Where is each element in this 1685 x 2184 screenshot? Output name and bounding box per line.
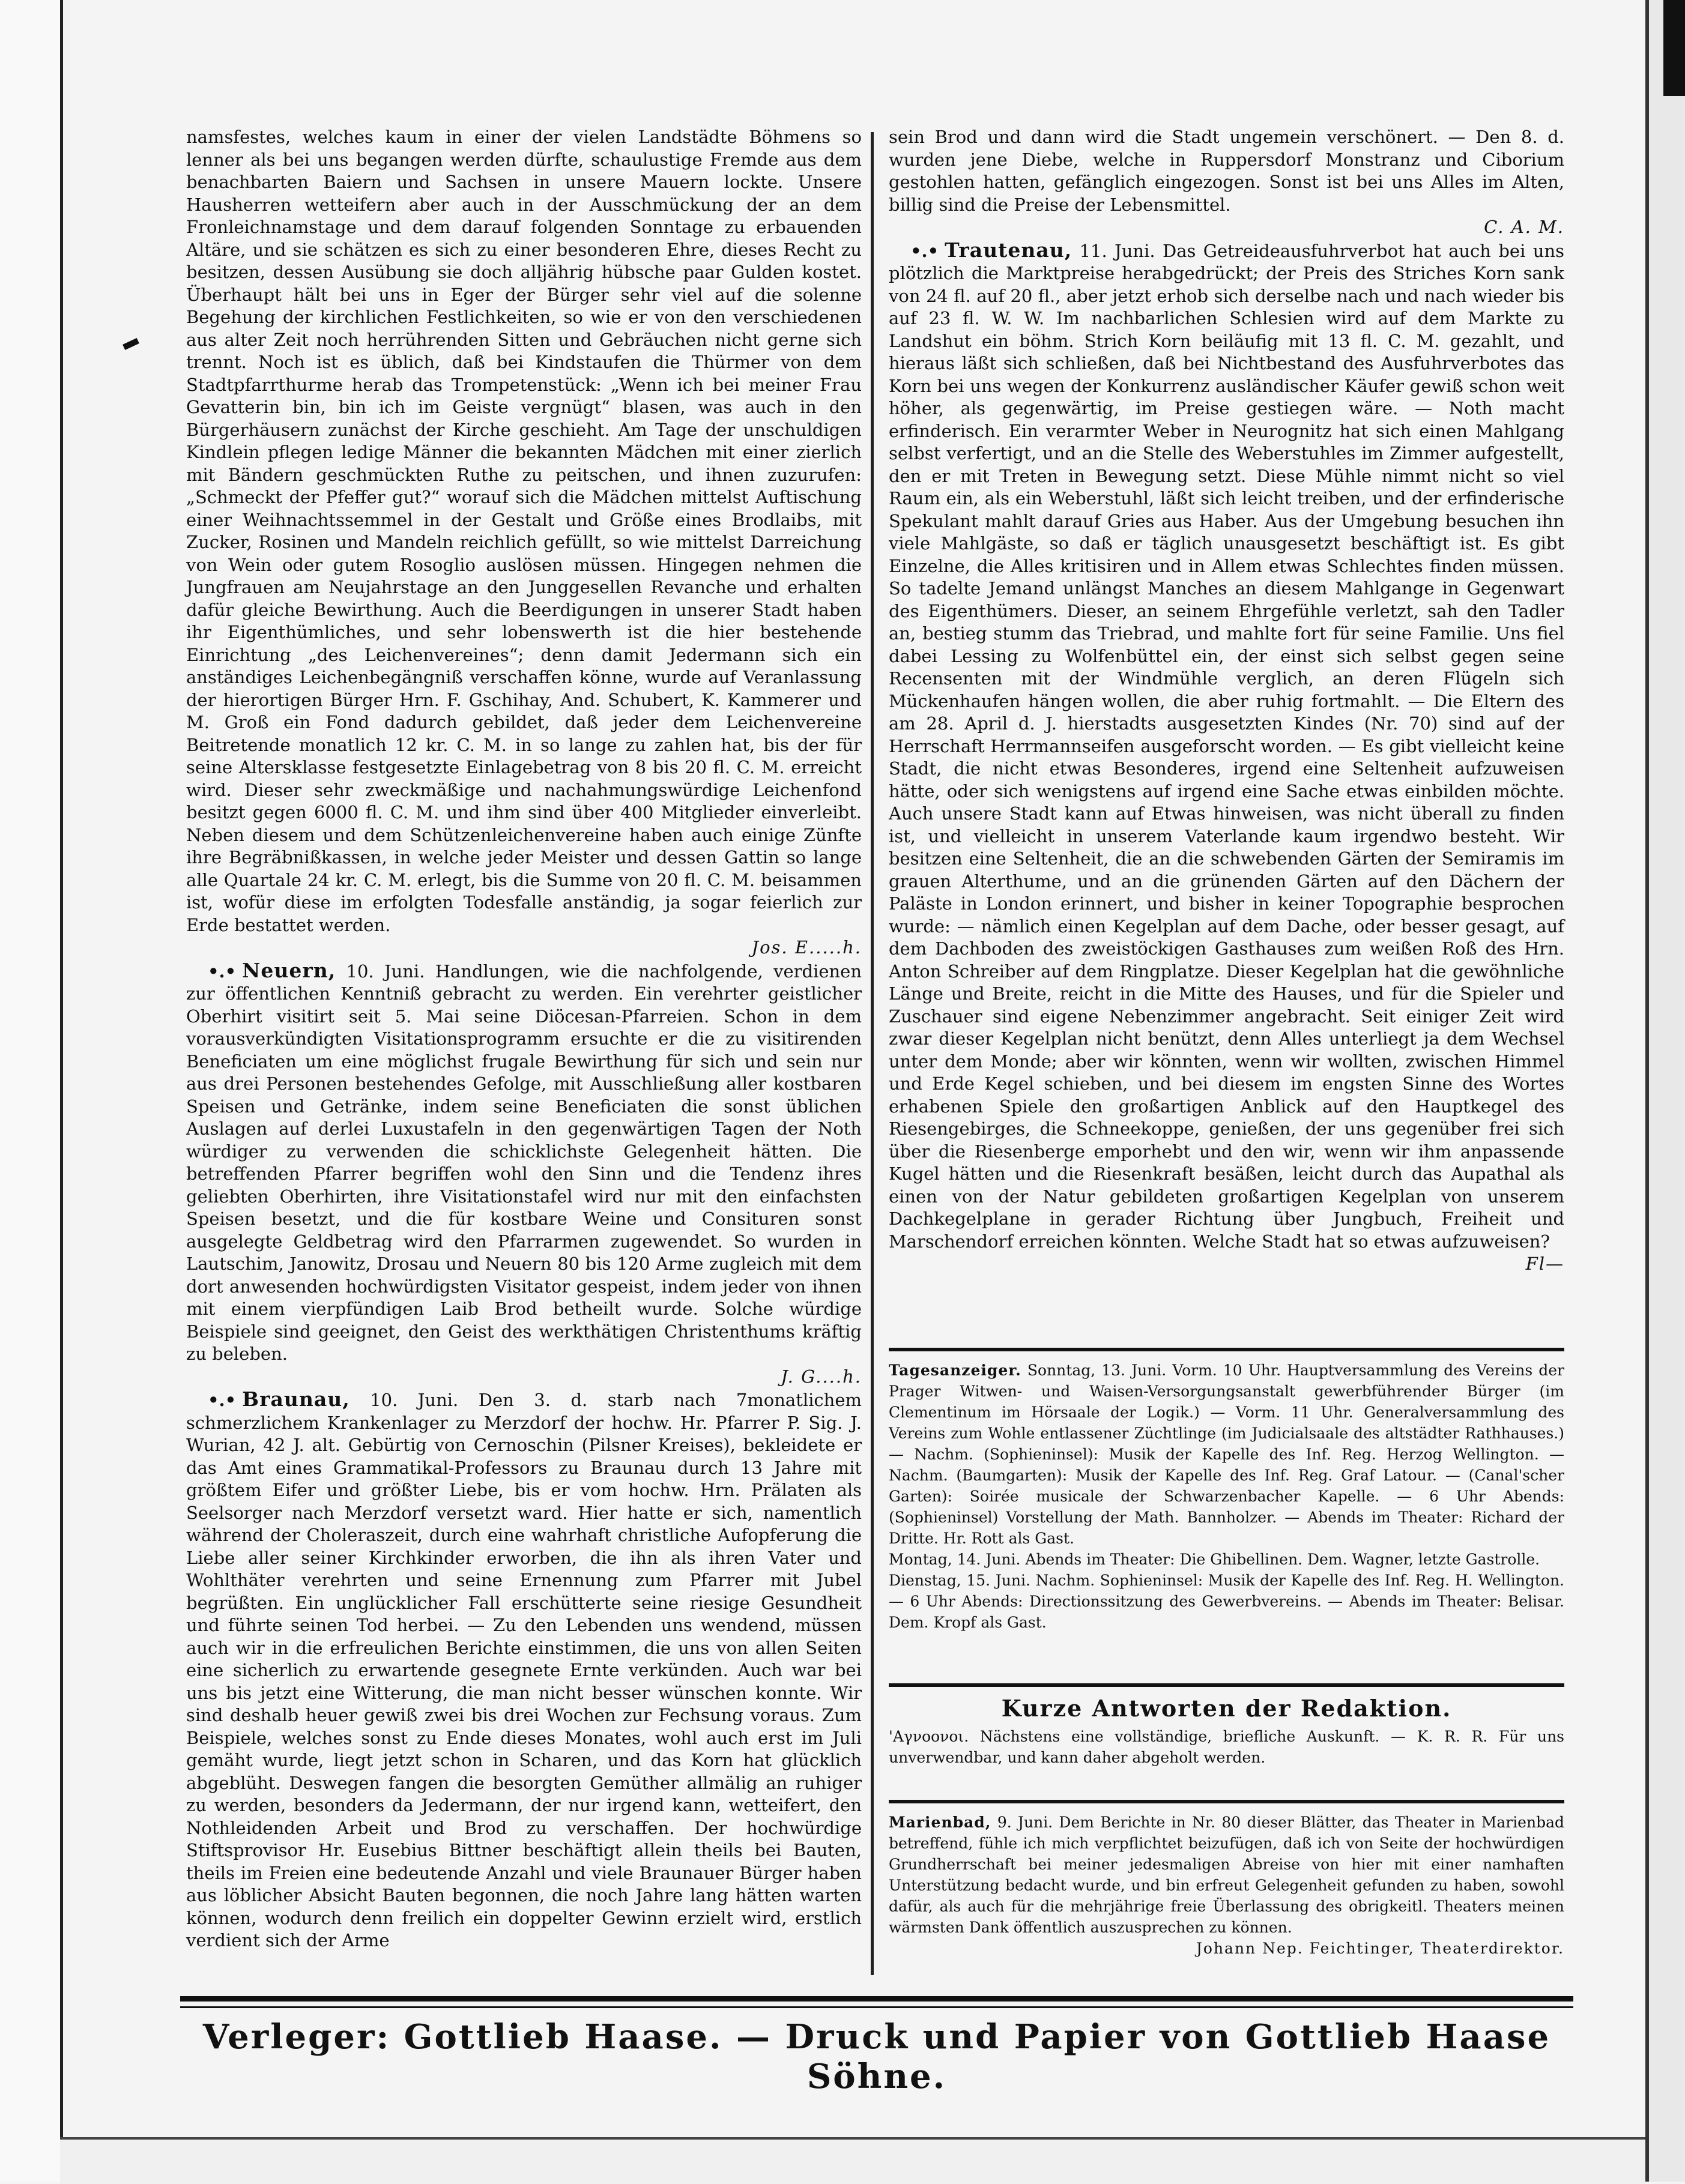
scan-left-margin	[0, 0, 63, 2182]
footer-rule-thick	[180, 1996, 1573, 2001]
antworten-text: 'Αγνοονοι. Nächstens eine vollständige, briefliche Auskunft. — K. R. R. Für uns unverwendbar, und kann daher abgeholt werden.	[889, 1728, 1564, 1766]
report-bullet-icon: •.•	[208, 961, 237, 982]
dateline-marienbad: Marienbad,	[889, 1814, 991, 1831]
marienbad-section	[889, 1812, 1564, 1959]
scan-right-edge	[1645, 0, 1685, 2182]
publisher-imprint: Verleger: Gottlieb Haase. — Druck und Papier von Gottlieb Haase Söhne.	[202, 2017, 1551, 2096]
neuern-report-text: 10. Juni. Handlungen, wie die nachfolgende, verdienen zur öffentlichen Kenntniß gebracht zu werden. Ein verehrter geistlicher Oberhirt visitirt seit 5. Mai seine Diöcesan-Pfarreien. Schon in dem vorausverkündigten Visitationsprogramm ersuchte er die zu visitirenden Beneficiaten um eine möglichst frugale Bewirthung für sich und sein nur aus drei Personen bestehendes Gefolge, mit Ausschließung aller kostbaren Speisen und Getränke, indem seine Beneficiaten die sonst üblichen Auslagen auf derlei Luxustafeln in den gegenwärtigen Tagen der Noth würdiger zu verwenden die schicklichste Gelegenheit hätten. Die betreffenden Pfarrer begriffen wohl den Sinn und die Tendenz ihres geliebten Oberhirten, ihre Visitationstafel wird nur mit den einfachsten Speisen besetzt, und die für kostbare Weine und Consituren sonst ausgelegte Geldbetrag wird den Pfarrarmen zugewendet. So wurden in Lautschim, Janowitz, Drosau und Neuern 80 bis 120 Arme zugleich mit dem dort anwesenden hochwürdigsten Visitator gespeist, indem jeder von ihnen mit einem vierpfündigen Laib Brod betheilt wurde. Solche würdige Beispiele sind geeignet, den Geist des werkthätigen Christenthums kräftig zu beleben.	[186, 961, 862, 1364]
footer-rule-thin	[180, 2006, 1573, 2008]
dateline-braunau: Braunau,	[242, 1387, 350, 1411]
tagesanzeiger-tuesday: Dienstag, 15. Juni. Nachm. Sophieninsel: Musik der Kapelle des Inf. Reg. H. Wellington. — 6 Uhr Abends: Directionssitzung des Gewerbvereins. — Abends im Theater: Belisar. Dem. Kropf als Gast.	[889, 1572, 1564, 1631]
column-divider	[871, 132, 874, 1975]
tagesanzeiger-section	[889, 1360, 1564, 1633]
report-bullet-icon: •.•	[910, 240, 939, 261]
tagesanzeiger-title: Tagesanzeiger.	[889, 1362, 1021, 1379]
neuern-report-signature: J. G....h.	[781, 1366, 862, 1387]
scan-right-dark-corner	[1663, 0, 1685, 96]
marienbad-top-rule	[889, 1800, 1564, 1803]
eger-article-signature: Jos. E.....h.	[751, 937, 862, 958]
tagesanzeiger-top-rule	[889, 1348, 1564, 1351]
scan-bottom-edge	[60, 2137, 1645, 2184]
antworten-section	[889, 1692, 1564, 1768]
marginal-ink-mark	[123, 338, 139, 350]
left-column	[186, 126, 862, 1952]
report-bullet-icon: •.•	[208, 1390, 237, 1410]
tagesanzeiger-sunday: Sonntag, 13. Juni. Vorm. 10 Uhr. Hauptversammlung des Vereins der Prager Witwen- und Waisen-Versorgungsanstalt gewerbführender Bürger (im Clementinum im Hörsaale der Logik.) — Vorm. 11 Uhr. Generalversammlung des Vereins zum Wohle entlassener Züchtlinge (im Judicialsaale des altstädter Rathhauses.) — Nachm. (Sophieninsel): Musik der Kapelle des Inf. Reg. Herzog Wellington. — Nachm. (Baumgarten): Musik der Kapelle des Inf. Reg. Graf Latour. — (Canal'scher Garten): Soirée musicale der Schwarzenbacher Kapelle. — 6 Uhr Abends: (Sophieninsel) Vorstellung der Math. Bannholzer. — Abends im Theater: Richard der Dritte. Hr. Rott als Gast.	[889, 1362, 1564, 1547]
dateline-trautenau: Trautenau,	[945, 238, 1072, 262]
trautenau-report-text: 11. Juni. Das Getreideausfuhrverbot hat auch bei uns plötzlich die Marktpreise herabgedrückt; der Preis des Striches Korn sank von 24 fl. auf 20 fl., aber jetzt erhob sich derselbe nach und nach wieder bis auf 23 fl. W. W. Im nachbarlichen Schlesien wird auf dem Markte zu Landshut ein böhm. Strich Korn beiläufig mit 13 fl. C. M. gezahlt, und hieraus läßt sich schließen, daß bei Nichtbestand des Ausfuhrverbotes das Korn bei uns wegen der Konkurrenz ausländischer Käufer gewiß schon weit höher, als gegenwärtig, im Preise gestiegen wäre. — Noth macht erfinderisch. Ein verarmter Weber in Neurognitz hat sich einen Mahlgang selbst verfertigt, und an die Stelle des Weberstuhles im Zimmer aufgestellt, den er mit Treten in Bewegung setzt. Diese Mühle nimmt nicht so viel Raum ein, als ein Weberstuhl, läßt sich leicht treiben, und der erfinderische Spekulant mahlt darauf Gries aus Haber. Aus der Umgebung besuchen ihn viele Mahlgäste, so daß er täglich unausgesetzt beschäftigt ist. Es gibt Einzelne, die Alles kritisiren und in Allem etwas Schlechtes finden müssen. So tadelte Jemand unlängst Manches an diesem Mahlgange in Gegenwart des Eigenthümers. Dieser, an seinem Ehrgefühle verletzt, sah den Tadler an, bestieg stumm das Triebrad, und mahlte fort für seine Familie. Uns fiel dabei Lessing zu Wolfenbüttel ein, der einst sich selbst gegen seine Recensenten mit der Windmühle verglich, an deren Flügeln sich Mückenhaufen hängen wollen, die aber ruhig fortmahlt. — Die Eltern des am 28. April d. J. hierstadts ausgesetzten Kindes (Nr. 70) sind auf der Herrschaft Herrmannseifen ausgeforscht worden. — Es gibt vielleicht keine Stadt, die nicht etwas Besonderes, irgend eine Seltenheit aufzuweisen hätte, oder sich wenigstens auf irgend eine Sache etwas einbilden möchte. Auch unsere Stadt kann auf Etwas hinweisen, was nicht überall zu finden ist, und vielleicht in unserem Vaterlande kaum irgendwo besteht. Wir besitzen eine Seltenheit, die an die schwebenden Gärten der Semiramis im grauen Alterthume, und an die grünenden Gärten auf den Dächern der Paläste in London erinnert, und bisher in keiner Topographie besprochen wurde: — nämlich einen Kegelplan auf dem Dache, oder besser gesagt, auf dem Dachboden des zweistöckigen Gasthauses zum weißen Roß des Hrn. Anton Schreiber auf dem Ringplatze. Dieser Kegelplan hat die gewöhnliche Länge und Breite, reicht in die Mitte des Hauses, und für die Spieler und Zuschauer sind eigene Nebenzimmer angebracht. Seit einiger Zeit wird zwar dieser Kegelplan nicht benützt, denn Alles unterliegt ja dem Wechsel unter dem Monde; aber wir könnten, wenn wir wollten, zwischen Himmel und Erde Kegel schieben, und bei diesem im engsten Sinne des Wortes erhabenen Spiele den großartigen Anblick auf den Hauptkegel des Riesengebirges, die Schneekoppe, genießen, der uns gegenüber frei sich über die Riesenberge emporhebt und den wir, wenn wir ihm anpassende Kugel hätten und die Riesenkraft besäßen, leicht durch das Aupathal als einen von der Natur gebildeten großartigen Kegelplan von unserem Dachkegelplane in gerader Richtung über Jungbuch, Freiheit und Marschendorf erreichen könnten. Welche Stadt hat so etwas aufzuweisen?	[889, 240, 1565, 1252]
braunau-report-text: 10. Juni. Den 3. d. starb nach 7monatlichem schmerzlichem Krankenlager zu Merzdorf der hochw. Hr. Pfarrer P. Sig. J. Wurian, 42 J. alt. Gebürtig von Cernoschin (Pilsner Kreises), bekleidete er das Amt eines Grammatikal-Professors zu Braunau durch 13 Jahre mit größtem Eifer und größter Liebe, bis er vom hochw. Hrn. Prälaten als Seelsorger nach Merzdorf versetzt ward. Hier hatte er sich, namentlich während der Choleraszeit, durch eine wahrhaft christliche Aufopferung die Liebe aller seiner Kirchkinder erworben, die ihn als ihren Vater und Wohlthäter verehrten und seine Ernennung zum Pfarrer mit Jubel begrüßten. Ein unglücklicher Fall erschütterte seine riesige Gesundheit und führte seinen Tod herbei. — Zu den Lebenden uns wendend, müssen auch wir in die erfreulichen Berichte einstimmen, die uns von allen Seiten eine sicherlich zu erwartende gesegnete Ernte verkünden. Auch war bei uns bis jetzt eine Witterung, die man nicht besser wünschen konnte. Wir sind deshalb heuer gewiß zwei bis drei Wochen zur Fechsung voraus. Zum Beispiele, welches sonst zu Ende dieses Monates, wohl auch erst im Juli gemäht wurde, liegt jetzt schon in Scharen, und das Korn hat glücklich abgeblüht. Deswegen fangen die besorgten Gemüther allmälig an ruhiger zu werden, besonders da Jedermann, der nur irgend kann, wetteifert, den Nothleidenden Arbeit und Brod zu verschaffen. Der hochwürdige Stiftsprovisor Hr. Eusebius Bittner beschäftigt allein theils bei Bauten, theils im Freien eine bedeutende Anzahl und viele Braunauer Bürger haben aus löblicher Absicht Bauten begonnen, die noch Jahre lang hätten warten können, wodurch denn freilich ein doppelter Gewinn erzielt wird, erstlich verdient sich der Arme	[186, 1390, 862, 1950]
trautenau-report	[889, 239, 1564, 1253]
right-column	[889, 126, 1564, 1276]
braunau-continuation: sein Brod und dann wird die Stadt ungemein verschönert. — Den 8. d. wurden jene Diebe, welche in Ruppersdorf Monstranz und Ciborium gestohlen hatten, gefänglich eingezogen. Sonst ist bei uns Alles im Alten, billig sind die Preise der Lebensmittel.	[889, 127, 1564, 215]
newspaper-page	[180, 126, 1573, 2096]
marienbad-signature: Johann Nep. Feichtinger, Theaterdirektor.	[1196, 1940, 1564, 1957]
neuern-report	[186, 959, 862, 1366]
marienbad-text: 9. Juni. Dem Berichte in Nr. 80 dieser Blätter, das Theater in Marienbad betreffend, fühle ich mich verpflichtet beizufügen, daß ich von Seite der hochwürdigen Grundherrschaft bei meiner jedesmaligen Abreise von hier mit einer namhaften Unterstützung bedacht wurde, und bin erfreut Gelegenheit gefunden zu haben, sowohl dafür, als auch für die mehrjährige freie Überlassung des obrigkeitl. Theaters meinen wärmsten Dank öffentlich auszusprechen zu können.	[889, 1814, 1564, 1936]
antworten-top-rule	[889, 1683, 1564, 1687]
braunau-report	[186, 1388, 862, 1952]
braunau-signature: C. A. M.	[1484, 217, 1564, 237]
tagesanzeiger-monday: Montag, 14. Juni. Abends im Theater: Die Ghibellinen. Dem. Wagner, letzte Gastrolle.	[889, 1551, 1540, 1568]
dateline-neuern: Neuern,	[242, 958, 336, 982]
antworten-heading: Kurze Antworten der Redaktion.	[1001, 1695, 1452, 1722]
eger-article-body: namsfestes, welches kaum in einer der vielen Landstädte Böhmens so lenner als bei uns begangen werden dürfte, schaulustige Fremde aus dem benachbarten Baiern und Sachsen in unsere Mauern lockte. Unsere Hausherren wetteifern aber auch in der Ausschmückung der an dem Fronleichnamstage und dem darauf folgenden Sonntage zu erbauenden Altäre, und sie schätzen es sich zu einer besonderen Ehre, dieses Recht zu besitzen, dessen Ausübung sie doch alljährig hübsche paar Gulden kostet. Überhaupt hält bei uns in Eger der Bürger sehr viel auf die solenne Begehung der kirchlichen Festlichkeiten, so wie er von den verschiedenen aus alter Zeit noch herrührenden Sitten und Gebräuchen nicht gerne sich trennt. Noch ist es üblich, daß bei Kindstaufen die Thürmer von dem Stadtpfarrthurme herab das Trompetenstück: „Wenn ich bei meiner Frau Gevatterin bin, bin ich im Geiste vergnügt“ blasen, was auch in den Bürgerhäusern zunächst der Kirche geschieht. Am Tage der unschuldigen Kindlein pflegen ledige Männer die bekannten Mädchen mit einer zierlich mit Bändern geschmückten Ruthe zu peitschen, und ihnen zuzurufen: „Schmeckt der Pfeffer gut?“ worauf sich die Mädchen mittelst Auftischung einer Weihnachtssemmel in der Gestalt und Größe eines Brodlaibs, mit Zucker, Rosinen und Mandeln reichlich gefüllt, so wie mittelst Darreichung von Wein oder gutem Rosoglio auslösen müssen. Hingegen nehmen die Jungfrauen am Neujahrstage an den Junggesellen Revanche und erhalten dafür gleiche Bewirthung. Auch die Beerdigungen in unserer Stadt haben ihr Eigenthümliches, und sehr lobenswerth ist die hier bestehende Einrichtung „des Leichenvereines“; denn damit Jedermann sich ein anständiges Leichenbegängniß verschaffen könne, wurde auf Veranlassung der hierortigen Bürger Hrn. F. Gschihay, And. Schubert, K. Kammerer und M. Groß ein Fond dadurch gebildet, daß jeder dem Leichenvereine Beitretende monatlich 12 kr. C. M. in so lange zu zahlen hat, bis der für seine Altersklasse festgesetzte Einlagebetrag von 8 bis 20 fl. C. M. erreicht wird. Dieser sehr zweckmäßige und nachahmungswürdige Leichenfond besitzt gegen 6000 fl. C. M. und ihm sind über 400 Mitglieder einverleibt. Neben diesem und dem Schützenleichenvereine haben auch einige Zünfte ihre Begräbnißkassen, in welche jeder Meister und dessen Gattin so lange alle Quartale 24 kr. C. M. erlegt, bis die Summe von 20 fl. C. M. beisammen ist, wofür diese im erfolgten Todesfalle anständig, ja sogar feierlich zur Erde bestattet werden.	[186, 127, 862, 935]
trautenau-signature: Fl—	[1525, 1253, 1564, 1274]
